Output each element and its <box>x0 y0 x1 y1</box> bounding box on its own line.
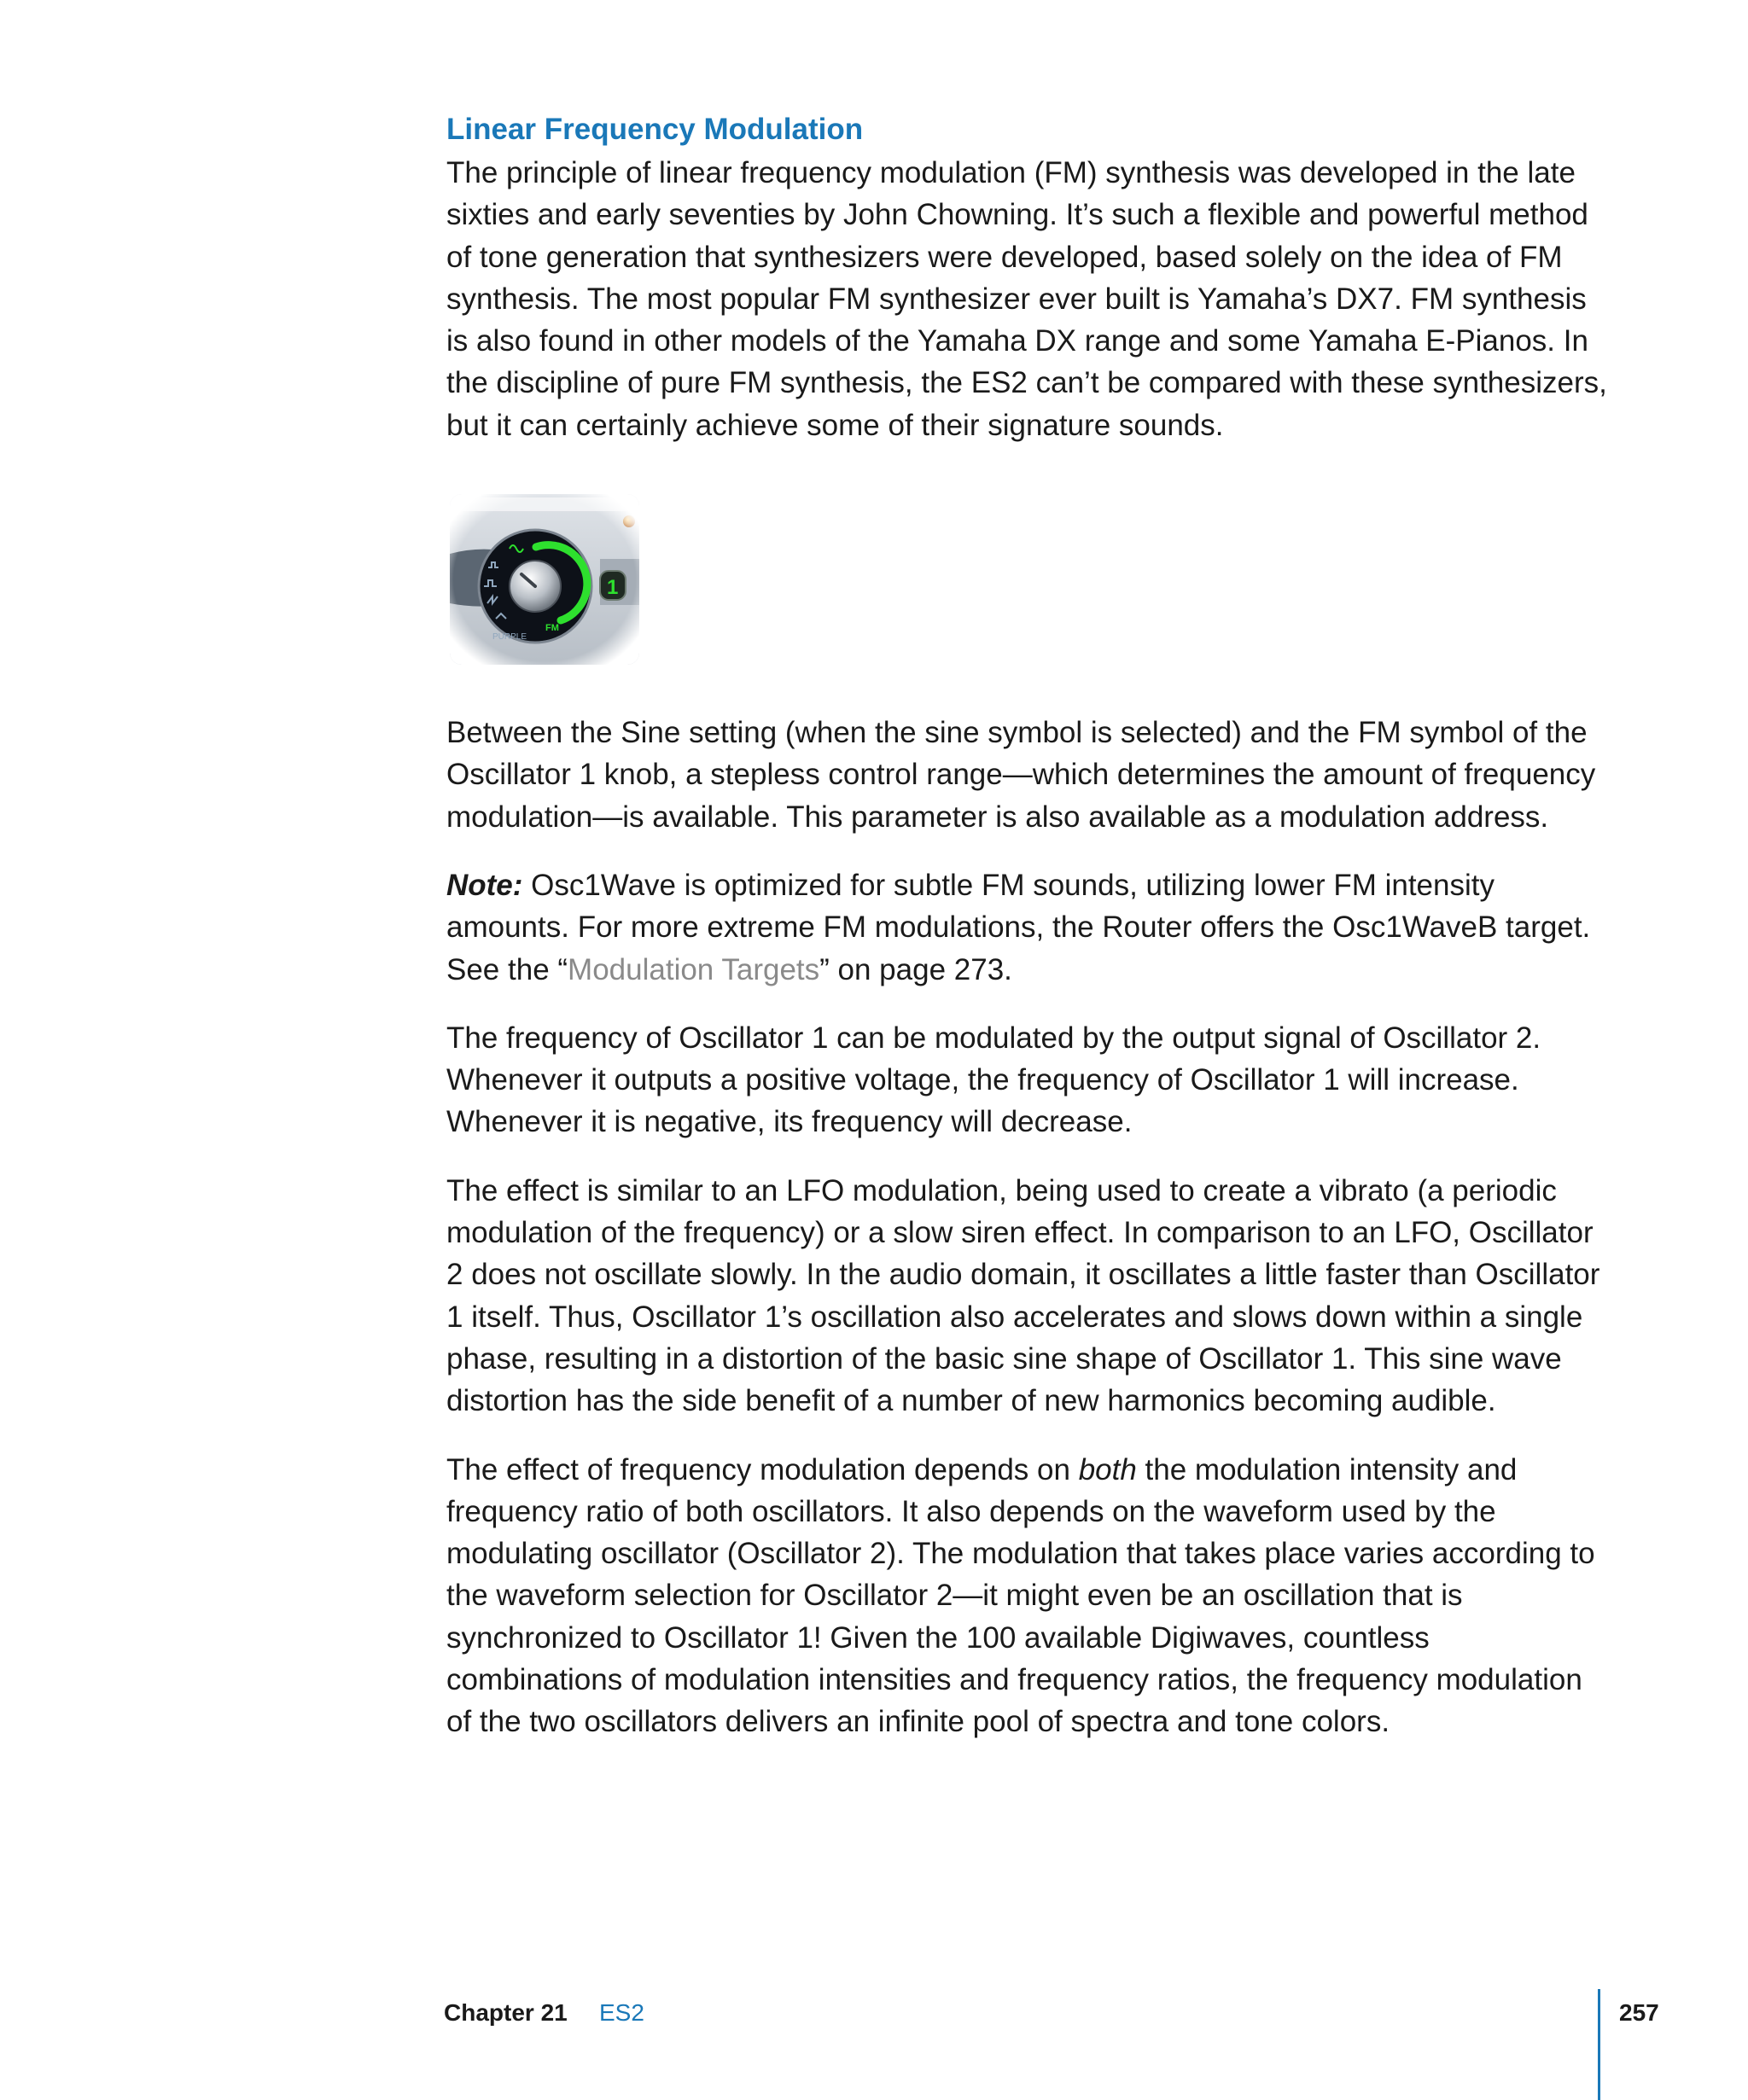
note-text-2: ” on page 273. <box>819 952 1012 986</box>
page-footer <box>0 1992 1748 2044</box>
modulation-targets-link[interactable]: Modulation Targets <box>568 952 820 986</box>
depends-text-1: The effect of frequency modulation depends on <box>446 1452 1079 1486</box>
footer-divider <box>1598 1989 1600 2100</box>
page-content <box>446 111 1607 1770</box>
effect-paragraph: The effect is similar to an LFO modulation, being used to create a vibrato (a periodic modulation of the frequency) or a slow siren effect. In comparison to an LFO, Oscillator 2 does not oscillate slowly. In the audio domain, it oscillates a little faster than Oscillator 1 itself. Thus, Oscillator 1’s oscillation also accelerates and slows down within a single phase, resulting in a distortion of the basic sine shape of Oscillator 1. This sine wave distortion has the side benefit of a number of new harmonics becoming audible. <box>446 1173 1600 1418</box>
note-paragraph <box>446 864 1607 991</box>
frequency-paragraph: The frequency of Oscillator 1 can be modulated by the output signal of Oscillator 2. Whenever it outputs a positive voltage, the frequency of Oscillator 1 will increase. Whenever it is negative, its frequency will decrease. <box>446 1021 1541 1139</box>
depends-emphasis: both <box>1078 1452 1137 1486</box>
oscillator-knob-image <box>450 494 639 665</box>
depends-paragraph <box>446 1449 1607 1743</box>
section-heading: Linear Frequency Modulation <box>446 113 864 146</box>
chapter-label: Chapter 21 <box>444 1999 568 2026</box>
note-text-1: Osc1Wave is optimized for subtle FM sounds, utilizing lower FM intensity amounts. For more extreme FM modulations, the Router offers the Osc1WaveB target. See the “ <box>446 868 1591 986</box>
depends-text-2: the modulation intensity and frequency ratio of both oscillators. It also depends on the waveform used by the modulating oscillator (Oscillator 2). The modulation that takes place varies according to the waveform selection for Oscillator 2—it might even be an oscillation that is synchronized to Oscillator 1! Given the 100 available Digiwaves, countless combinations of modulation intensities and frequency ratios, the frequency modulation of the two oscillators delivers an infinite pool of spectra and tone colors. <box>446 1452 1595 1739</box>
note-label: Note: <box>446 868 523 902</box>
chapter-name-link[interactable]: ES2 <box>599 1999 644 2026</box>
page-number: 257 <box>1619 1999 1659 2026</box>
sine-setting-paragraph: Between the Sine setting (when the sine symbol is selected) and the FM symbol of the Oscillator 1 knob, a stepless control range—which determines the amount of frequency modulation—is available. This parameter is also available as a modulation address. <box>446 716 1596 834</box>
intro-paragraph: The principle of linear frequency modulation (FM) synthesis was developed in the late sixties and early seventies by John Chowning. It’s such a flexible and powerful method of tone generation that synthesizers were developed, based solely on the idea of FM synthesis. The most popular FM synthesizer ever built is Yamaha’s DX7. FM synthesis is also found in other models of the Yamaha DX range and some Yamaha E-Pianos. In the discipline of pure FM synthesis, the ES2 can’t be compared with these synthesizers, but it can certainly achieve some of their signature sounds. <box>446 156 1607 442</box>
oscillator-1-knob-figure <box>450 494 639 665</box>
